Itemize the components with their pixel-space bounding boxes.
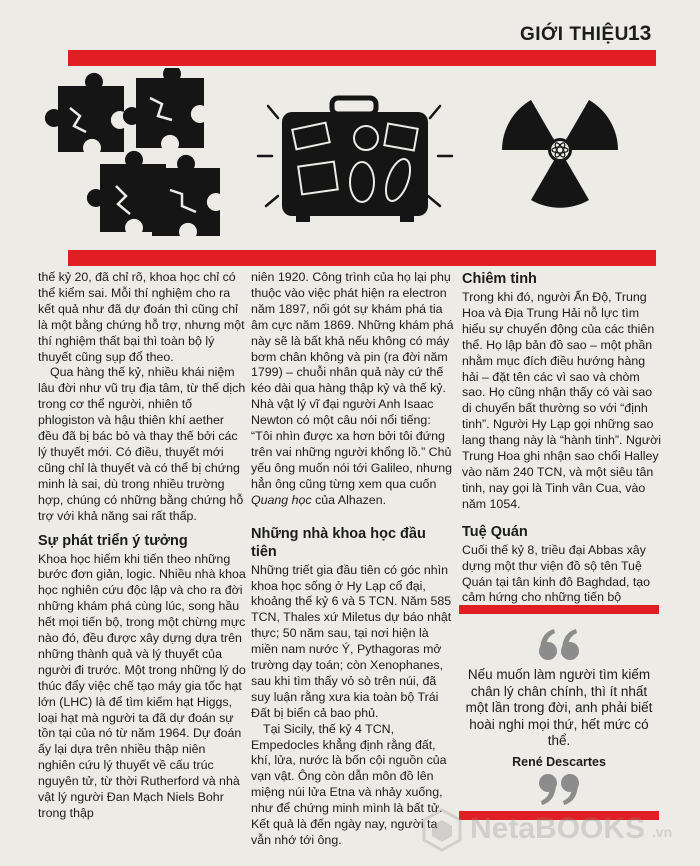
quote-top-rule — [459, 605, 659, 614]
column-2 — [251, 270, 455, 849]
col3-paragraph-2: Cuối thế kỷ 8, triều đại Abbas xây dựng một thư viện đồ sộ tên Tuệ Quán tại tân kinh đô Baghdad, tạo cảm hứng cho những tiến bộ — [462, 542, 651, 605]
column-1 — [38, 270, 246, 822]
watermark-suffix: .vn — [652, 824, 673, 840]
puzzle-pieces-icon — [45, 68, 220, 236]
col2-paragraph-1 — [251, 270, 455, 509]
section-title: GIỚI THIỆU — [520, 24, 629, 45]
bottom-red-rule — [68, 250, 656, 266]
col2-paragraph-1-text-b: của Alhazen. — [311, 492, 387, 507]
radiation-atom-icon — [502, 100, 618, 208]
quote-author: René Descartes — [512, 755, 606, 769]
column-3 — [462, 270, 662, 606]
col2-book-title: Quang học — [251, 492, 312, 507]
top-red-rule — [68, 50, 656, 66]
col2-paragraph-1-text-a: niên 1920. Công trình của họ lại phụ thuộc vào việc phát hiện ra electron năm 1897, nối gót sự khám phá tia âm cực năm 1869. Những khám phá này sẽ là bất khả nếu không có máy bơm chân không và pin (ra đời năm 1799) – chuỗi nhân quả này cứ thế kéo dài qua hàng thập kỷ và thế kỷ. Nhà vật lý vĩ đại người Anh Isaac Newton có một câu nói nổi tiếng: “Tôi nhìn được xa hơn bởi tôi đứng trên vai những người khổng lồ.” Chủ yếu ông muốn nói tới Galileo, nhưng hẳn ông cũng từng xem qua cuốn — [251, 270, 454, 491]
open-quote-icon — [534, 625, 584, 665]
quote-text: Nếu muốn làm người tìm kiếm chân lý chân chính, thì ít nhất một lần trong đời, anh phải biết hoài nghi mọi thứ, hết mức có thể. — [465, 667, 653, 748]
col3-heading-1: Chiêm tinh — [462, 271, 537, 287]
col2-heading: Những nhà khoa học đầu tiên — [251, 525, 426, 560]
illustration-row — [40, 68, 660, 248]
watermark-logo-icon — [420, 808, 464, 852]
col2-paragraph-3: Tại Sicily, thế kỷ 4 TCN, Empedocles khẳng định rằng đất, khí, lửa, nước là bốn cội nguồn của vạn vật. Ông còn dẫn môn đồ lên miệng núi lửa Etna và nhảy xuống, như để chứng minh mình là bất tử. Kết quả là đến ngày nay, người ta vẫn nhớ tới ông. — [251, 721, 447, 847]
page-number: 13 — [628, 22, 652, 45]
suitcase-icon — [258, 98, 452, 222]
watermark-text: NetaBOOKS — [470, 812, 646, 845]
col1-paragraph-2: Qua hàng thế kỷ, nhiều khái niệm lâu đời như vũ trụ địa tâm, từ thế dịch trong cơ thể người, nhiên tố phlogiston và hậu thiên khí aether đều đã bị bác bỏ và thay thế bởi các lý thuyết mới. Có điều, thuyết mới cũng chỉ là thuyết và có thể bị chứng minh là sai, dù trong nhiều trường hợp, chúng có những bằng chứng hỗ trợ với khả năng sai rất thấp. — [38, 365, 246, 523]
col2-paragraph-2: Những triết gia đầu tiên có góc nhìn khoa học sống ở Hy Lạp cổ đại, khoảng thế kỷ 6 và 5 TCN. Năm 585 TCN, Thales xứ Miletus dự báo nhật thực; 50 năm sau, tại nơi hiện là miền nam nước Ý, Pythagoras mở trường dạy toán; còn Xenophanes, sau khi tìm thấy vỏ sò trên núi, đã suy luận rằng xưa kia toàn bộ Trái Đất bị biển cả bao phủ. — [251, 562, 452, 720]
col3-heading-2: Tuệ Quán — [462, 523, 528, 540]
col3-paragraph-1: Trong khi đó, người Ấn Độ, Trung Hoa và Địa Trung Hải nỗ lực tìm hiểu sự chuyển động của các thiên thể. Họ lập bản đồ sao – một phần nhằm mục đích điều hướng hàng hải – đặt tên các vì sao và chòm sao. Họ cũng nhận thấy có vài sao di chuyển bất thường so với “định tinh”. Người Hy Lạp gọi những sao lang thang này là “hành tinh”. Người Trung Hoa ghi nhận sao chổi Halley vào năm 240 TCN, và một siêu tân tinh, nay gọi là Tinh vân Cua, vào năm 1054. — [462, 290, 661, 511]
col1-paragraph-1: thế kỷ 20, đã chỉ rõ, khoa học chỉ có thể kiểm sai. Mỗi thí nghiệm cho ra kết quả như đã dự đoán thì cũng chỉ là một bằng chứng hỗ trợ, nhưng một thí nghiệm thất bại thì toàn bộ lý thuyết cũng sụp đổ theo. — [38, 270, 245, 364]
col1-paragraph-3: Khoa học hiếm khi tiến theo những bước đơn giản, logic. Nhiều nhà khoa học nghiên cứu độc lập và cho ra đời những khám phá cùng lúc, song hầu hết mọi tiến bộ, trong một chừng mực nào đó, đều được xây dựng dựa trên những thành quả và lý thuyết của người đi trước. Một trong những lý do thúc đẩy việc chế tạo máy gia tốc hạt lớn (LHC) là để tìm kiếm hạt Higgs, loại hạt mà người ta đã dự đoán sự tồn tại của nó từ năm 1964. Dự đoán ấy lại dựa trên nhiều thập niên nghiên cứu lý thuyết về cấu trúc nguyên tử, từ thời Rutherford và nhà vật lý người Đan Mạch Niels Bohr trong thập — [38, 551, 246, 820]
col1-heading: Sự phát triển ý tưởng — [38, 532, 188, 549]
watermark — [420, 800, 700, 860]
pull-quote — [459, 605, 659, 820]
